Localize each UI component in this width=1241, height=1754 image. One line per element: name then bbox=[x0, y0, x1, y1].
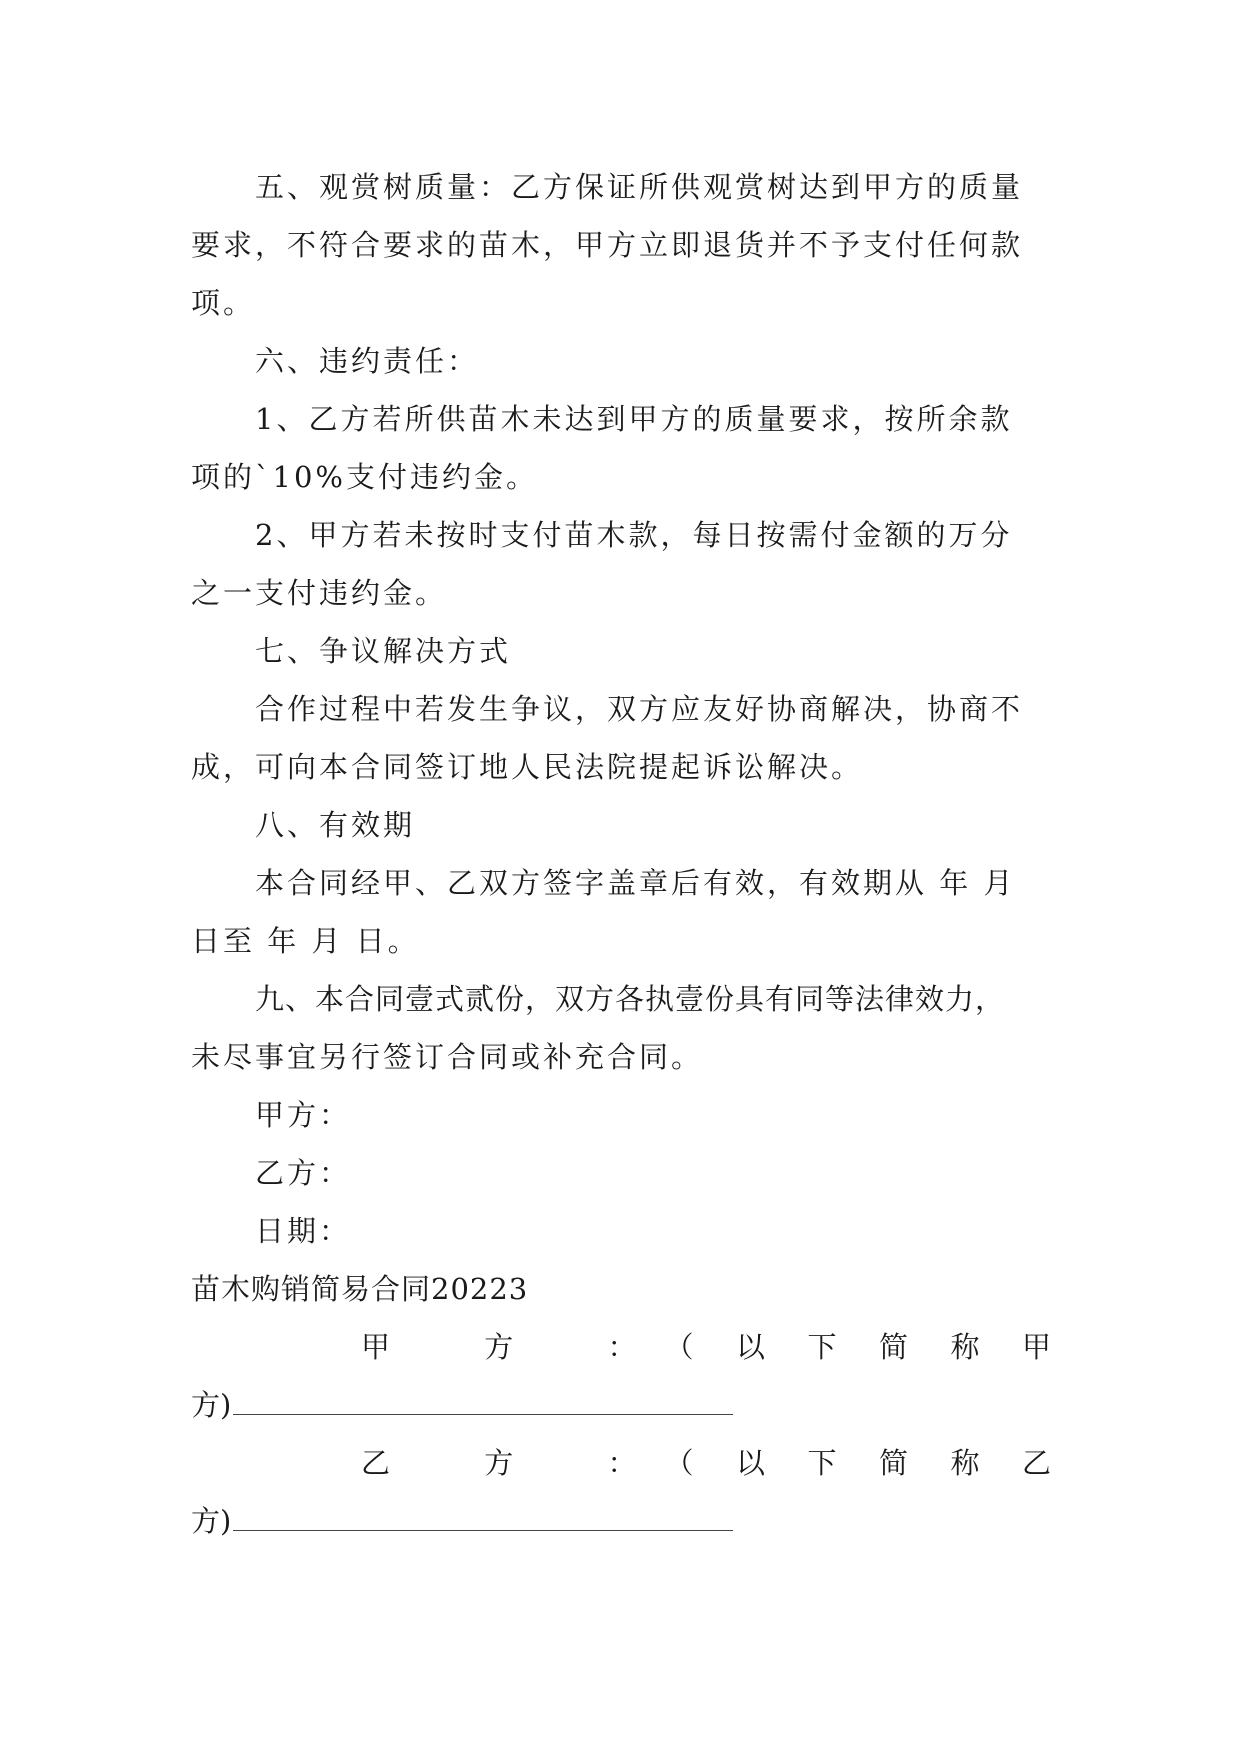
section-heading: 七、争议解决方式 bbox=[255, 634, 512, 668]
paragraph-line: 要求，不符合要求的苗木，甲方立即退货并不予支付任何款 bbox=[191, 228, 1024, 262]
party-a-blank bbox=[233, 1388, 733, 1415]
party-a-suffix: 方) bbox=[191, 1388, 232, 1422]
paragraph-line: 之一支付违约金。 bbox=[191, 576, 448, 610]
paragraph-line: 2、甲方若未按时支付苗木款，每日按需付金额的万分 bbox=[255, 518, 1013, 552]
party-b-line: 乙 方 ：（以下简称乙 bbox=[361, 1446, 1051, 1480]
party-b-suffix: 方) bbox=[191, 1504, 232, 1538]
paragraph-line: 本合同经甲、乙双方签字盖章后有效，有效期从 年 月 bbox=[255, 866, 1016, 900]
section-heading: 六、违约责任： bbox=[255, 344, 480, 378]
party-a-line: 甲 方 ：（以下简称甲 bbox=[361, 1330, 1051, 1364]
document-title: 苗木购销简易合同20223 bbox=[191, 1272, 529, 1306]
paragraph-line: 未尽事宜另行签订合同或补充合同。 bbox=[191, 1040, 704, 1074]
date-label: 日期： bbox=[255, 1214, 352, 1248]
paragraph-line: 合作过程中若发生争议，双方应友好协商解决，协商不 bbox=[255, 692, 1024, 726]
paragraph-line: 1、乙方若所供苗木未达到甲方的质量要求，按所余款 bbox=[255, 402, 1013, 436]
paragraph-line: 项的`10%支付违约金。 bbox=[191, 460, 538, 494]
party-a-fill-line bbox=[191, 1385, 1051, 1425]
paragraph-line: 成，可向本合同签订地人民法院提起诉讼解决。 bbox=[191, 750, 864, 784]
paragraph-line: 项。 bbox=[191, 286, 256, 320]
party-b-label: 乙方： bbox=[255, 1156, 352, 1190]
party-b-fill-line bbox=[191, 1501, 1051, 1541]
party-b-blank bbox=[233, 1504, 733, 1531]
paragraph-line: 九、本合同壹式贰份，双方各执壹份具有同等法律效力， bbox=[255, 982, 1006, 1016]
paragraph-line: 五、观赏树质量：乙方保证所供观赏树达到甲方的质量 bbox=[255, 170, 1024, 204]
section-heading: 八、有效期 bbox=[255, 808, 416, 842]
party-a-label: 甲方： bbox=[255, 1098, 352, 1132]
paragraph-line: 日至 年 月 日。 bbox=[191, 924, 420, 958]
